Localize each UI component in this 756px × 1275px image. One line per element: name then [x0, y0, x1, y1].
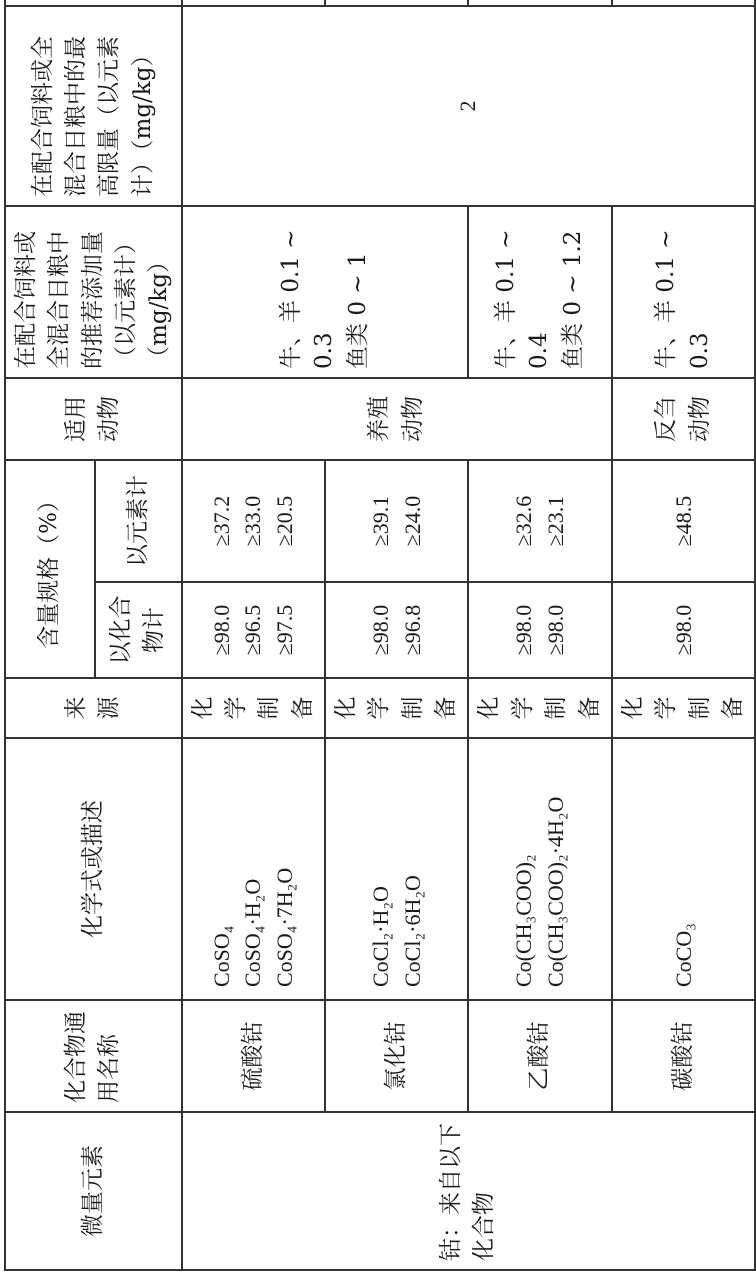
recommended-line: 牛、羊 0.1 ~ 0.3 — [278, 229, 338, 369]
element-cobalt-cell: 钴：来自以下化合物 — [182, 1112, 756, 1270]
animals-ruminant-cell: 反刍动物 — [612, 378, 755, 460]
compound-pct-cell — [468, 582, 611, 678]
compound-pct: ≥98.0 — [511, 604, 537, 656]
formula-list — [182, 738, 325, 1000]
header-as-element: 以元素计 — [95, 460, 182, 582]
formula-item: CoSO₄·H₂O — [240, 878, 266, 987]
recommended-cell-a — [182, 206, 469, 378]
element-pct: ≥37.2 — [208, 495, 234, 547]
recommended-line: 牛、羊 0.1 ~ 0.4 — [493, 229, 553, 369]
compound-pct: ≥98.0 — [367, 604, 393, 656]
formula-item: Co(CH₃COO)₂ — [511, 854, 537, 987]
compound-pct: ≥98.0 — [543, 604, 569, 656]
source-cell: 化学制备 — [612, 678, 755, 738]
compound-name: 碳酸钴 — [612, 1000, 755, 1112]
formula-item: CoCO₃ — [670, 923, 696, 987]
header-compound-name: 化合物通用名称 — [5, 1000, 182, 1112]
compound-pct: ≥96.8 — [399, 604, 425, 656]
header-recommended: 在配合饲料或全混合日粮中的推荐添加量（以元素计）（mg/kg） — [5, 206, 182, 378]
recommended-line: 鱼类 0 ~ 1.2 — [559, 230, 586, 369]
formula-list — [468, 738, 611, 1000]
animals-breeding-cell: 养殖动物 — [182, 378, 612, 460]
formula-item: CoCl₂·6H₂O — [399, 875, 425, 987]
compound-pct: ≥97.5 — [272, 604, 298, 656]
header-as-compound: 以化合物计 — [95, 582, 182, 678]
compound-name: 乙酸钴 — [468, 1000, 611, 1112]
element-pct-cell — [182, 460, 325, 582]
recommended-cell-b — [468, 206, 611, 378]
max-limit-cell: 2 — [182, 6, 756, 206]
formula-item: Co(CH₃COO)₂·4H₂O — [543, 796, 569, 987]
source-cell: 化学制备 — [468, 678, 611, 738]
element-pct: ≥48.5 — [670, 495, 696, 547]
element-pct: ≥20.5 — [272, 495, 298, 547]
compound-pct-cell — [182, 582, 325, 678]
element-pct-cell — [612, 460, 755, 582]
other-requirement — [325, 0, 468, 6]
element-pct-cell — [325, 460, 468, 582]
element-pct: ≥23.1 — [543, 495, 569, 547]
source-cell: 化学制备 — [182, 678, 325, 738]
compound-pct: ≥96.5 — [240, 604, 266, 656]
cobalt-additive-table — [4, 0, 756, 1271]
other-requirement — [468, 0, 611, 6]
header-element: 微量元素 — [5, 1112, 182, 1270]
header-formula: 化学式或描述 — [5, 738, 182, 1000]
compound-pct: ≥98.0 — [208, 604, 234, 656]
formula-list — [612, 738, 755, 1000]
compound-name: 氯化钴 — [325, 1000, 468, 1112]
formula-item: CoCl₂·H₂O — [367, 886, 393, 987]
formula-item: CoSO₄ — [208, 925, 234, 987]
other-requirement — [612, 0, 755, 6]
recommended-cell-c: 牛、羊 0.1 ~ 0.3 — [612, 206, 755, 378]
element-pct: ≥33.0 — [240, 495, 266, 547]
element-pct: ≥39.1 — [367, 495, 393, 547]
other-requirement — [182, 0, 325, 6]
recommended-line: 鱼类 0 ~ 1 — [344, 252, 371, 369]
compound-pct-cell — [325, 582, 468, 678]
header-source: 来源 — [5, 678, 182, 738]
element-pct: ≥24.0 — [399, 495, 425, 547]
source-cell: 化学制备 — [325, 678, 468, 738]
header-other — [5, 0, 182, 6]
element-pct-cell — [468, 460, 611, 582]
compound-pct-cell — [612, 582, 755, 678]
formula-item: CoSO₄·7H₂O — [272, 867, 298, 987]
compound-name: 硫酸钴 — [182, 1000, 325, 1112]
compound-pct: ≥98.0 — [670, 604, 696, 656]
element-pct: ≥32.6 — [511, 495, 537, 547]
header-animals: 适用动物 — [5, 378, 182, 460]
header-content-spec: 含量规格（%） — [5, 460, 95, 678]
formula-list — [325, 738, 468, 1000]
header-maximum: 在配合饲料或全混合日粮中的最高限量（以元素计）（mg/kg） — [5, 6, 182, 206]
